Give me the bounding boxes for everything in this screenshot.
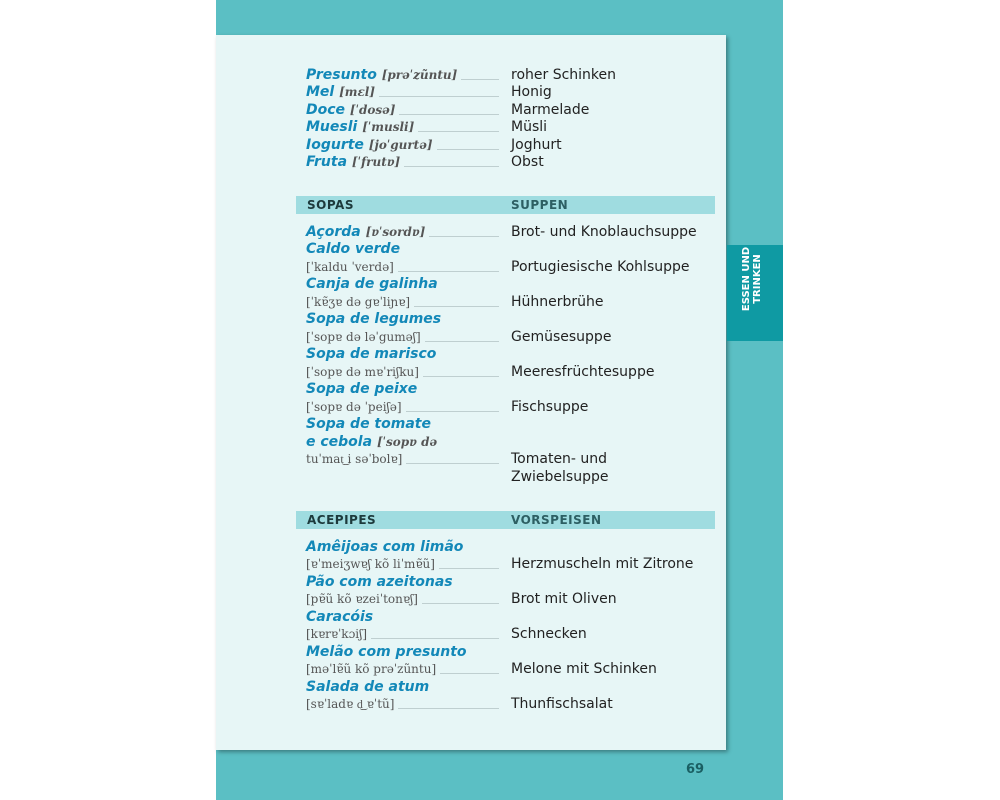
section-title-pt: SOPAS [307, 198, 354, 212]
list-item [306, 240, 706, 258]
list-item [306, 468, 706, 486]
section-title-pt: ACEPIPES [307, 513, 377, 527]
german-translation: Portugiesische Kohlsuppe [511, 259, 690, 275]
list-item [306, 258, 706, 276]
pronunciation: [ˈsopɐ də mɐˈriʃku] [306, 363, 423, 381]
portuguese-term: Canja de galinha [306, 276, 438, 292]
portuguese-term: Salada de atum [306, 679, 430, 695]
pronunciation: [məˈlɐ̃ũ kõ prəˈzũntu] [306, 660, 440, 678]
pronunciation: [sɐˈladɐ d͜ ɐˈtũ] [306, 695, 398, 713]
portuguese-term: Melão com presunto [306, 644, 467, 660]
list-item [306, 310, 706, 328]
german-translation: Melone mit Schinken [511, 661, 657, 677]
list-item [306, 223, 706, 241]
list-item [306, 608, 706, 626]
list-item [306, 538, 706, 556]
list-item [306, 450, 706, 468]
german-translation: Gemüsesuppe [511, 329, 612, 345]
list-item [306, 363, 706, 381]
pronunciation: [pɐ̃ũ kõ ɐzeiˈtonɐʃ] [306, 590, 422, 608]
list-item [306, 590, 706, 608]
list-item [306, 678, 706, 696]
german-translation: Schnecken [511, 626, 587, 642]
list-item [306, 118, 706, 136]
german-translation: Meeresfrüchtesuppe [511, 364, 655, 380]
list-item [306, 433, 706, 451]
german-translation: Brot mit Oliven [511, 591, 617, 607]
portuguese-term: Iogurte [joˈgurtə] [306, 136, 437, 154]
section-header-starters [296, 511, 715, 529]
list-item [306, 398, 706, 416]
list-item [306, 643, 706, 661]
list-item [306, 275, 706, 293]
pronunciation: tuˈmat͜ i səˈbolɐ] [306, 450, 406, 468]
list-item [306, 136, 706, 154]
list-item [306, 695, 706, 713]
german-translation: Zwiebelsuppe [511, 469, 609, 485]
portuguese-term: Mel [mɛl] [306, 83, 379, 101]
portuguese-term: Caracóis [306, 609, 374, 625]
german-translation: Joghurt [511, 137, 562, 153]
side-tab[interactable] [727, 245, 783, 341]
list-item [306, 415, 706, 433]
german-translation: Brot- und Knoblauchsuppe [511, 224, 697, 240]
section-header-soups [296, 196, 715, 214]
portuguese-term: Presunto [prəˈzũntu] [306, 66, 461, 84]
side-tab-label: ESSEN UND TRINKEN [741, 246, 763, 312]
list-item [306, 660, 706, 678]
list-item [306, 83, 706, 101]
portuguese-term: Amêijoas com limão [306, 539, 464, 555]
portuguese-term: Sopa de tomate [306, 416, 431, 432]
pronunciation: [ˈsopɐ də ləˈgumǝʃ] [306, 328, 425, 346]
portuguese-term: Pão com azeitonas [306, 574, 453, 590]
list-item [306, 328, 706, 346]
section-title-de: VORSPEISEN [511, 513, 602, 527]
list-item [306, 345, 706, 363]
portuguese-term: Caldo verde [306, 241, 401, 257]
portuguese-term: Muesli [ˈmusli] [306, 118, 418, 136]
page-number: 69 [686, 762, 705, 777]
portuguese-term: Fruta [ˈfrutɐ] [306, 153, 404, 171]
pronunciation: [kɐrɐˈkɔiʃ] [306, 625, 371, 643]
portuguese-term: Doce [ˈdosə] [306, 101, 399, 119]
german-translation: Thunfischsalat [511, 696, 613, 712]
list-item [306, 293, 706, 311]
portuguese-term: Sopa de marisco [306, 346, 437, 362]
portuguese-term: Açorda [ɐˈsordɐ] [306, 223, 429, 241]
list-item [306, 66, 706, 84]
list-item [306, 101, 706, 119]
german-translation: Marmelade [511, 102, 590, 118]
portuguese-term: Sopa de peixe [306, 381, 418, 397]
german-translation: Fischsuppe [511, 399, 589, 415]
list-item [306, 555, 706, 573]
pronunciation: [ˈkɐ̃ʒɐ də gɐˈliɲɐ] [306, 293, 414, 311]
section-title-de: SUPPEN [511, 198, 569, 212]
german-translation: roher Schinken [511, 67, 617, 83]
list-item [306, 153, 706, 171]
list-item [306, 573, 706, 591]
pronunciation: [ˈsopɐ də ˈpeiʃə] [306, 398, 406, 416]
german-translation: Honig [511, 84, 552, 100]
german-translation: Müsli [511, 119, 548, 135]
german-translation: Tomaten- und [511, 451, 608, 467]
list-item [306, 380, 706, 398]
german-translation: Obst [511, 154, 544, 170]
portuguese-term: Sopa de legumes [306, 311, 442, 327]
german-translation: Herzmuscheln mit Zitrone [511, 556, 694, 572]
german-translation: Hühnerbrühe [511, 294, 604, 310]
pronunciation: [ˈkaldu ˈverdə] [306, 258, 398, 276]
list-item [306, 625, 706, 643]
pronunciation: [ɐˈmeiʒwɐʃ kõ liˈmɐ̃ũ] [306, 555, 439, 573]
portuguese-term: e cebola [ˈsopɐ də [306, 434, 438, 450]
